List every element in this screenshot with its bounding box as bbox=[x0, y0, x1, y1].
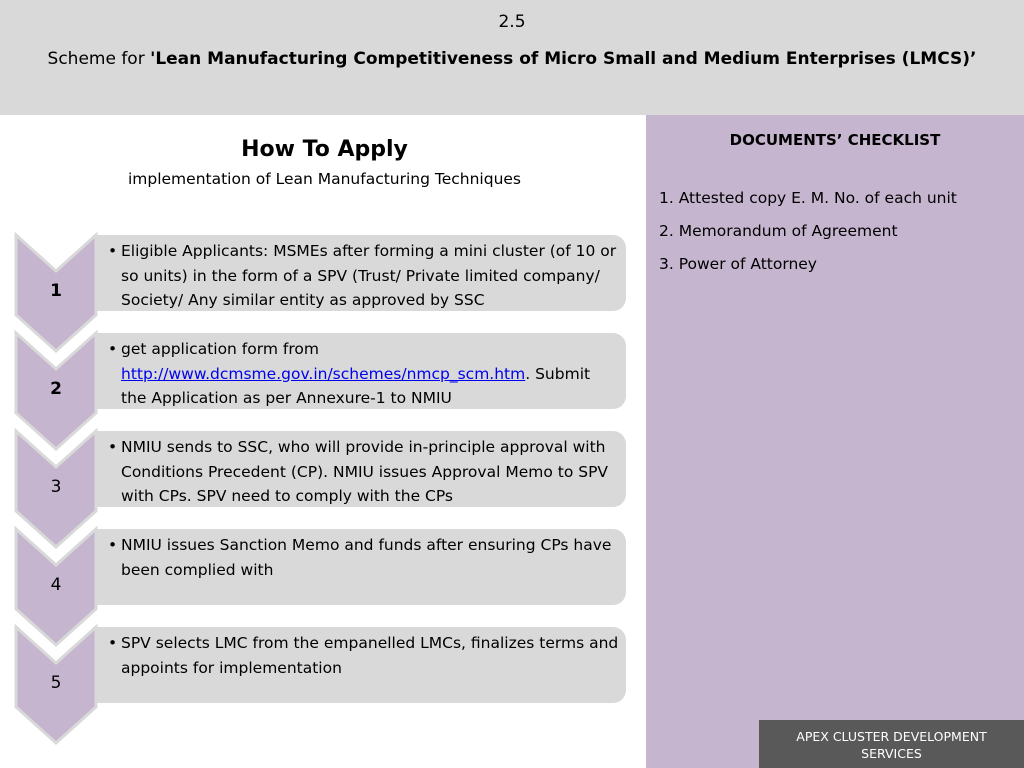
documents-checklist-panel bbox=[646, 115, 1024, 768]
step-text-2-before: get application form from bbox=[121, 340, 319, 358]
checklist-title: DOCUMENTS’ CHECKLIST bbox=[729, 131, 941, 149]
step-box-4 bbox=[95, 529, 626, 605]
step-item-4 bbox=[108, 533, 620, 582]
step-text-5: SPV selects LMC from the empanelled LMCs, finalizes terms and appoints for implementation bbox=[121, 634, 619, 677]
bullet: • bbox=[108, 438, 118, 456]
checklist-item: 1. Attested copy E. M. No. of each unit bbox=[659, 189, 957, 207]
step-box-1 bbox=[95, 235, 626, 311]
step-item-3 bbox=[108, 435, 620, 509]
slide-title bbox=[0, 49, 1024, 69]
step-text-2 bbox=[121, 337, 620, 411]
checklist-item: 3. Power of Attorney bbox=[659, 255, 817, 273]
step-item-2 bbox=[108, 337, 620, 411]
step-box-5 bbox=[95, 627, 626, 703]
bullet: • bbox=[108, 340, 118, 358]
step-number-4: 4 bbox=[50, 575, 62, 595]
checklist-item: 2. Memorandum of Agreement bbox=[659, 222, 898, 240]
bullet: • bbox=[108, 634, 118, 652]
step-text-1: Eligible Applicants: MSMEs after forming a mini cluster (of 10 or so units) in the form of a SPV (Trust/ Private limited company/ Society/ Any similar entity as approved by SSC bbox=[121, 242, 617, 309]
step-chevron-5 bbox=[16, 627, 96, 743]
step-number-5: 5 bbox=[50, 673, 62, 693]
step-text-3: NMIU sends to SSC, who will provide in-principle approval with Conditions Precedent (CP). NMIU issues Approval Memo to SPV with CPs. SPV need to comply with the CPs bbox=[121, 438, 609, 505]
slide-header bbox=[0, 0, 1024, 115]
step-number-3: 3 bbox=[50, 477, 62, 497]
application-form-link[interactable]: http://www.dcmsme.gov.in/schemes/nmcp_scm.htm bbox=[121, 364, 526, 383]
step-text-2-after: . Submit the Application as per Annexure-1 to NMIU bbox=[121, 364, 591, 407]
step-box-2 bbox=[95, 333, 626, 409]
checklist-list bbox=[659, 182, 1019, 281]
how-to-apply-subtitle: implementation of Lean Manufacturing Techniques bbox=[127, 170, 522, 188]
slide-title-prefix: Scheme for bbox=[47, 49, 151, 69]
step-item-1 bbox=[108, 239, 620, 313]
slide-title-bold: 'Lean Manufacturing Competitiveness of Micro Small and Medium Enterprises (LMCS)’ bbox=[150, 49, 977, 69]
footer-badge: APEX CLUSTER DEVELOPMENT SERVICES bbox=[759, 720, 1024, 768]
step-number-1: 1 bbox=[50, 281, 62, 301]
step-box-3 bbox=[95, 431, 626, 507]
step-item-5 bbox=[108, 631, 620, 680]
how-to-apply-title: How To Apply bbox=[241, 137, 408, 162]
step-text-4: NMIU issues Sanction Memo and funds after ensuring CPs have been complied with bbox=[121, 536, 612, 579]
section-number: 2.5 bbox=[498, 12, 526, 32]
bullet: • bbox=[108, 536, 118, 554]
step-number-2: 2 bbox=[50, 379, 62, 399]
bullet: • bbox=[108, 242, 118, 260]
